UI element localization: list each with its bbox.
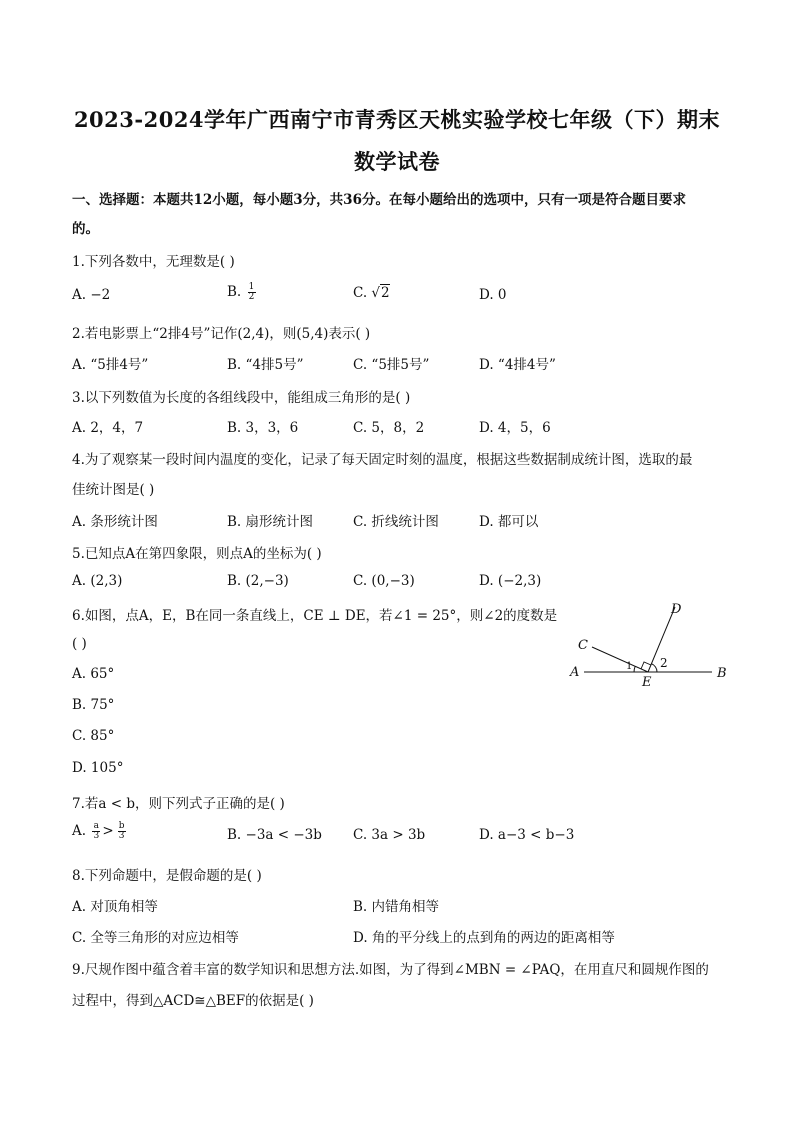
fraction: $\frac{b}{3}$ bbox=[118, 821, 125, 841]
segment-ec bbox=[592, 647, 648, 672]
label-angle-1: 1 bbox=[626, 661, 633, 672]
question-6-stem-cont: ( ) bbox=[72, 636, 87, 652]
q4-option-d: D. 都可以 bbox=[479, 514, 539, 530]
question-9-stem-cont: 过程中，得到△ACD≅△BEF的依据是( ) bbox=[72, 993, 314, 1009]
q6-option-c: C. 85° bbox=[72, 728, 115, 744]
q2-option-a: A. “5排4号” bbox=[72, 357, 149, 373]
section-heading: 一、选择题：本题共12小题，每小题3分，共36分。在每小题给出的选项中，只有一项是符合题目要求 bbox=[72, 192, 686, 208]
q4-option-b: B. 扇形统计图 bbox=[227, 514, 314, 530]
question-4-stem: 4.为了观察某一段时间内温度的变化，记录了每天固定时刻的温度，根据这些数据制成统计图，选取的最 bbox=[72, 452, 693, 468]
label-angle-2: 2 bbox=[660, 656, 668, 670]
q3-option-d: D. 4，5，6 bbox=[479, 420, 551, 436]
question-2-stem: 2.若电影票上“2排4号”记作(2,4)，则(5,4)表示( ) bbox=[72, 326, 371, 342]
q5-option-c: C. (0,−3) bbox=[353, 573, 415, 589]
section-heading-cont: 的。 bbox=[72, 221, 99, 237]
q6-option-a: A. 65° bbox=[72, 666, 115, 682]
angle-2-arc bbox=[652, 664, 658, 672]
label-d: D bbox=[671, 602, 682, 617]
q1-option-a: A. −2 bbox=[72, 287, 111, 303]
q8-option-b: B. 内错角相等 bbox=[353, 899, 440, 915]
q3-option-c: C. 5，8，2 bbox=[353, 420, 425, 436]
question-5-stem: 5.已知点A在第四象限，则点A的坐标为( ) bbox=[72, 546, 322, 562]
q3-option-a: A. 2，4，7 bbox=[72, 420, 144, 436]
q2-option-c: C. “5排5号” bbox=[353, 357, 430, 373]
label-e: E bbox=[642, 675, 652, 690]
q7-option-a: A. $\frac{a}{3}$ > $\frac{b}{3}$ bbox=[72, 821, 125, 841]
question-4-stem-cont: 佳统计图是( ) bbox=[72, 482, 155, 498]
q5-option-a: A. (2,3) bbox=[72, 573, 123, 589]
q6-option-b: B. 75° bbox=[72, 697, 115, 713]
angle-figure bbox=[560, 595, 735, 690]
label-c: C bbox=[578, 638, 588, 653]
q7-option-c: C. 3a > 3b bbox=[353, 827, 426, 843]
q1-option-b: B. $\frac{1}{2}$ bbox=[227, 282, 255, 302]
q5-option-d: D. (−2,3) bbox=[479, 573, 542, 589]
question-6-stem: 6.如图，点A，E，B在同一条直线上，CE ⊥ DE，若∠1 = 25°，则∠2的度数是 bbox=[72, 608, 558, 624]
q8-option-c: C. 全等三角形的对应边相等 bbox=[72, 930, 239, 946]
question-1-stem: 1.下列各数中，无理数是( ) bbox=[72, 254, 235, 270]
exam-title-line1: 2023-2024学年广西南宁市青秀区天桃实验学校七年级（下）期末 bbox=[73, 107, 721, 132]
q2-option-b: B. “4排5号” bbox=[227, 357, 304, 373]
q1-option-d: D. 0 bbox=[479, 287, 507, 303]
label-b: B bbox=[717, 666, 727, 681]
q7-option-d: D. a−3 < b−3 bbox=[479, 827, 575, 843]
q6-option-d: D. 105° bbox=[72, 760, 124, 776]
fraction: $\frac{a}{3}$ bbox=[93, 821, 100, 841]
q4-option-c: C. 折线统计图 bbox=[353, 514, 439, 530]
q3-option-b: B. 3，3，6 bbox=[227, 420, 299, 436]
question-3-stem: 3.以下列数值为长度的各组线段中，能组成三角形的是( ) bbox=[72, 390, 411, 406]
question-7-stem: 7.若a < b，则下列式子正确的是( ) bbox=[72, 796, 285, 812]
q8-option-d: D. 角的平分线上的点到角的两边的距离相等 bbox=[353, 930, 615, 946]
angle-1-arc bbox=[634, 666, 635, 672]
q5-option-b: B. (2,−3) bbox=[227, 573, 289, 589]
exam-title-line2: 数学试卷 bbox=[354, 149, 440, 174]
q4-option-a: A. 条形统计图 bbox=[72, 514, 158, 530]
question-8-stem: 8.下列命题中，是假命题的是( ) bbox=[72, 868, 262, 884]
q7-option-b: B. −3a < −3b bbox=[227, 827, 322, 843]
fraction: $\frac{1}{2}$ bbox=[248, 282, 255, 302]
q8-option-a: A. 对顶角相等 bbox=[72, 899, 158, 915]
q1-option-c: C. √2 bbox=[353, 285, 390, 301]
question-9-stem: 9.尺规作图中蕴含着丰富的数学知识和思想方法.如图，为了得到∠MBN = ∠PAQ，在用直尺和圆规作图的 bbox=[72, 962, 709, 978]
label-a: A bbox=[570, 665, 580, 680]
q2-option-d: D. “4排4号” bbox=[479, 357, 556, 373]
